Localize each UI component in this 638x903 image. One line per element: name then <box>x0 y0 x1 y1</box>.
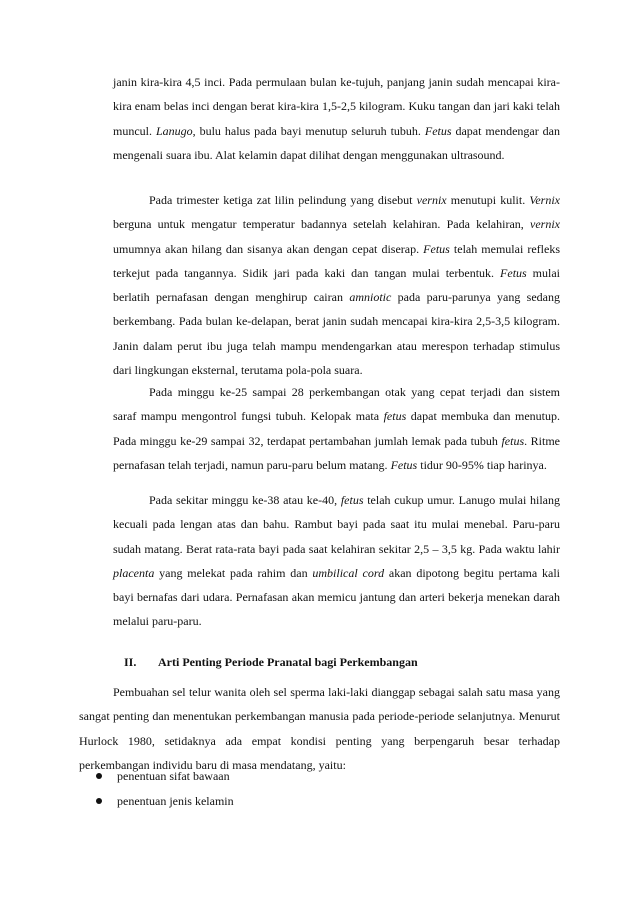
list-item <box>94 764 234 789</box>
italic-term: placenta <box>113 565 155 580</box>
italic-term: Lanugo <box>155 123 193 138</box>
italic-term: fetus <box>383 409 407 424</box>
list-item <box>94 789 234 814</box>
paragraph-third-trimester: Pada trimester ketiga zat lilin pelindung yang disebut vernix menutupi kulit. Vernix berguna untuk mengatur temperatur badannya setelah kelahiran. Pada kelahiran, vernix umumnya akan hilang dan sisanya akan dengan cepat diserap. Fetus telah memulai refleks terkejut pada tangannya. Sidik jari pada kaki dan tangan mulai terbentuk. Fetus mulai berlatih pernafasan dengan menghirup cairan amniotic pada paru-parunya yang sedang berkembang. Pada bulan ke-delapan, berat janin sudah mencapai kira-kira 2,5-3,5 kilogram. Janin dalam perut ibu juga telah mampu mendengarkan atau merespon terhadap stimulus dari lingkungan eksternal, terutama pola-pola suara. <box>113 193 561 378</box>
italic-term: umbilical cord <box>312 565 385 580</box>
italic-term: Fetus <box>500 265 527 280</box>
italic-term: amniotic <box>349 290 392 305</box>
section-heading <box>124 650 418 674</box>
list-item-text: penentuan jenis kelamin <box>117 793 234 808</box>
bullet-icon <box>96 773 102 779</box>
paragraph-hurlock-intro: Pembuahan sel telur wanita oleh sel sperma laki-laki dianggap sebagai salah satu masa yang sangat penting dan menentukan perkembangan manusia pada periode-periode selanjutnya. Menurut Hurlock 1980, setidaknya ada empat kondisi penting yang berpengaruh besar terhadap perkembangan individu baru di masa mendatang, yaitu: <box>79 685 560 772</box>
italic-term: Fetus <box>423 241 450 256</box>
italic-term: Vernix <box>529 193 560 207</box>
paragraph-fetal-month-seven: janin kira-kira 4,5 inci. Pada permulaan bulan ke-tujuh, panjang janin sudah mencapai kira-kira enam belas inci dengan berat kira-kira 1,5-2,5 kilogram. Kuku tangan dan jari kaki telah muncul. Lanugo, bulu halus pada bayi menutup seluruh tubuh. Fetus dapat mendengar dan mengenali suara ibu. Alat kelamin dapat dilihat dengan menggunakan ultrasound. <box>113 75 560 162</box>
section-title: Arti Penting Periode Pranatal bagi Perkembangan <box>158 655 418 669</box>
paragraph-week-25-32: Pada minggu ke-25 sampai 28 perkembangan otak yang cepat terjadi dan sistem saraf mampu mengontrol fungsi tubuh. Kelopak mata fetus dapat membuka dan menutup. Pada minggu ke-29 sampai 32, terdapat pertambahan jumlah lemak pada tubuh fetus. Ritme pernafasan telah terjadi, namun paru-paru belum matang. Fetus tidur 90-95% tiap harinya. <box>113 385 560 472</box>
italic-term: fetus <box>501 433 525 448</box>
list-item-text: penentuan sifat bawaan <box>117 769 230 783</box>
bullet-icon <box>96 798 102 804</box>
italic-term: fetus <box>340 493 364 507</box>
section-number: II. <box>124 655 137 669</box>
italic-term: vernix <box>530 217 560 232</box>
italic-term: Fetus <box>390 457 418 472</box>
bullet-list <box>94 764 234 813</box>
italic-term: Fetus <box>424 123 452 138</box>
paragraph-week-38-40: Pada sekitar minggu ke-38 atau ke-40, fetus telah cukup umur. Lanugo mulai hilang kecuali pada lengan atas dan bahu. Rambut bayi pada saat itu mulai menebal. Paru-paru sudah matang. Berat rata-rata bayi pada saat kelahiran sekitar 2,5 – 3,5 kg. Pada waktu lahir placenta yang melekat pada rahim dan umbilical cord akan dipotong begitu pertama kali bayi bernafas dari udara. Pernafasan akan memicu jantung dan arteri bekerja menekan darah melalui paru-paru. <box>113 493 561 629</box>
italic-term: vernix <box>416 193 447 207</box>
